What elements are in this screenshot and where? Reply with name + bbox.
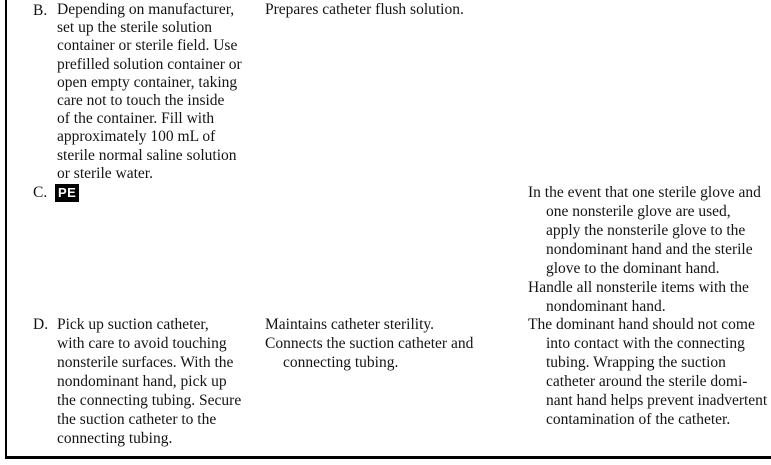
text-line: the suction catheter to the (57, 411, 217, 428)
text-line: glove to the dominant hand. (546, 260, 720, 277)
text-line: contamination of the catheter. (546, 411, 731, 428)
text-line: Prepares catheter flush solution. (265, 1, 464, 18)
text-line: Pick up suction catheter, (57, 316, 209, 333)
text-line: of the container. Fill with (57, 110, 215, 128)
text-line: Depending on manufacturer, (57, 1, 235, 18)
text-line: nonsterile surfaces. With the (57, 354, 234, 371)
text-line: nant hand helps prevent inadvertent (546, 392, 768, 409)
text-line: or sterile water. (57, 164, 153, 182)
text-line: container or sterile field. Use (57, 37, 238, 55)
text-line: connecting tubing. (283, 354, 399, 371)
text-line: sterile normal saline solution (57, 146, 237, 164)
text-line: set up the sterile solution (57, 19, 212, 37)
text-line: nondominant hand, pick up (57, 373, 227, 390)
text-line: one nonsterile glove are used, (546, 203, 731, 220)
text-line: approximately 100 mL of (57, 128, 216, 146)
text-line: connecting tubing. (57, 430, 173, 447)
text-line: prefilled solution container or (57, 55, 242, 73)
step-letter-label: B. (33, 2, 48, 19)
text-line: apply the nonsterile glove to the (546, 222, 746, 239)
rationale-cell (265, 1, 517, 19)
text-line: In the event that one sterile glove and (528, 184, 761, 201)
rationale-cell (265, 315, 517, 372)
text-line: open empty container, taking (57, 73, 238, 91)
text-line: care not to touch the inside (57, 92, 225, 110)
text-line: the connecting tubing. Secure (57, 392, 242, 409)
step-letter-label: D. (33, 316, 49, 333)
text-line: Handle all nonsterile items with the (528, 279, 749, 296)
notes-cell (528, 183, 771, 316)
notes-cell (528, 315, 771, 429)
step-letter-label: C. (33, 184, 48, 201)
action-cell (57, 315, 259, 448)
text-line: Maintains catheter sterility. (265, 316, 435, 333)
text-line: nondominant hand. (546, 298, 666, 315)
text-line: tubing. Wrapping the suction (546, 354, 726, 371)
pe-icon: PE (55, 184, 79, 202)
text-line: Connects the suction catheter and (265, 335, 474, 352)
text-line: The dominant hand should not come (528, 316, 755, 333)
text-line: catheter around the sterile domi- (546, 373, 748, 390)
action-cell (57, 183, 259, 202)
text-line: with care to avoid touching (57, 335, 227, 352)
left-margin-rule (5, 0, 7, 457)
action-cell (57, 1, 259, 183)
bottom-table-rule (5, 456, 771, 459)
text-line: nondominant hand and the sterile (546, 241, 753, 258)
text-line: into contact with the connecting (546, 335, 745, 352)
